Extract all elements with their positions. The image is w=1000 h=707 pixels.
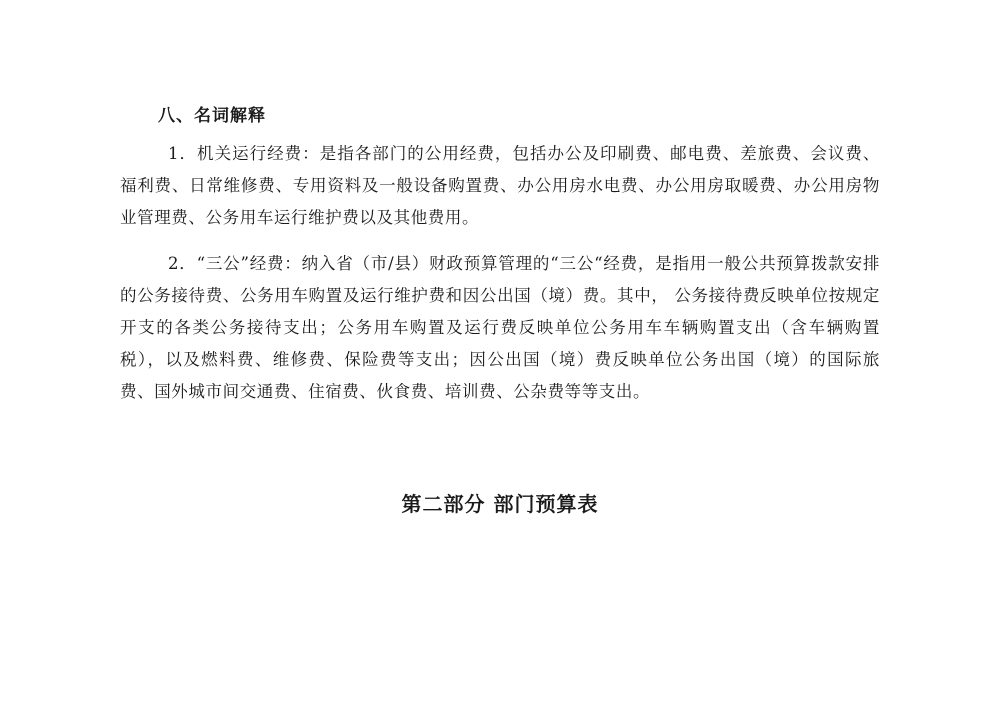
- part-title: 第二部分 部门预算表: [401, 492, 599, 516]
- definition-paragraph-operating-expenses: 1．机关运行经费：是指各部门的公用经费，包括办公及印刷费、邮电费、差旅费、会议费、福利费、日常维修费、专用资料及一般设备购置费、办公用房水电费、办公用房取暖费、办公用房物业管理费、公务用车运行维护费以及其他费用。: [120, 144, 880, 227]
- section-heading: 八、名词解释: [158, 106, 266, 126]
- definition-paragraph-three-public-expenses: 2．“三公”经费：纳入省（市/县）财政预算管理的“三公“经费，是指用一般公共预算拨款安排的公务接待费、公务用车购置及运行维护费和因公出国（境）费。其中， 公务接待费反映单位按规定开支的各类公务接待支出；公务用车购置及运行费反映单位公务用车车辆购置支出（含车辆购置税），以及燃料费、维修费、保险费等支出；因公出国（境）费反映单位公务出国（境）的国际旅费、国外城市间交通费、住宿费、伙食费、培训费、公杂费等等支出。: [120, 254, 880, 401]
